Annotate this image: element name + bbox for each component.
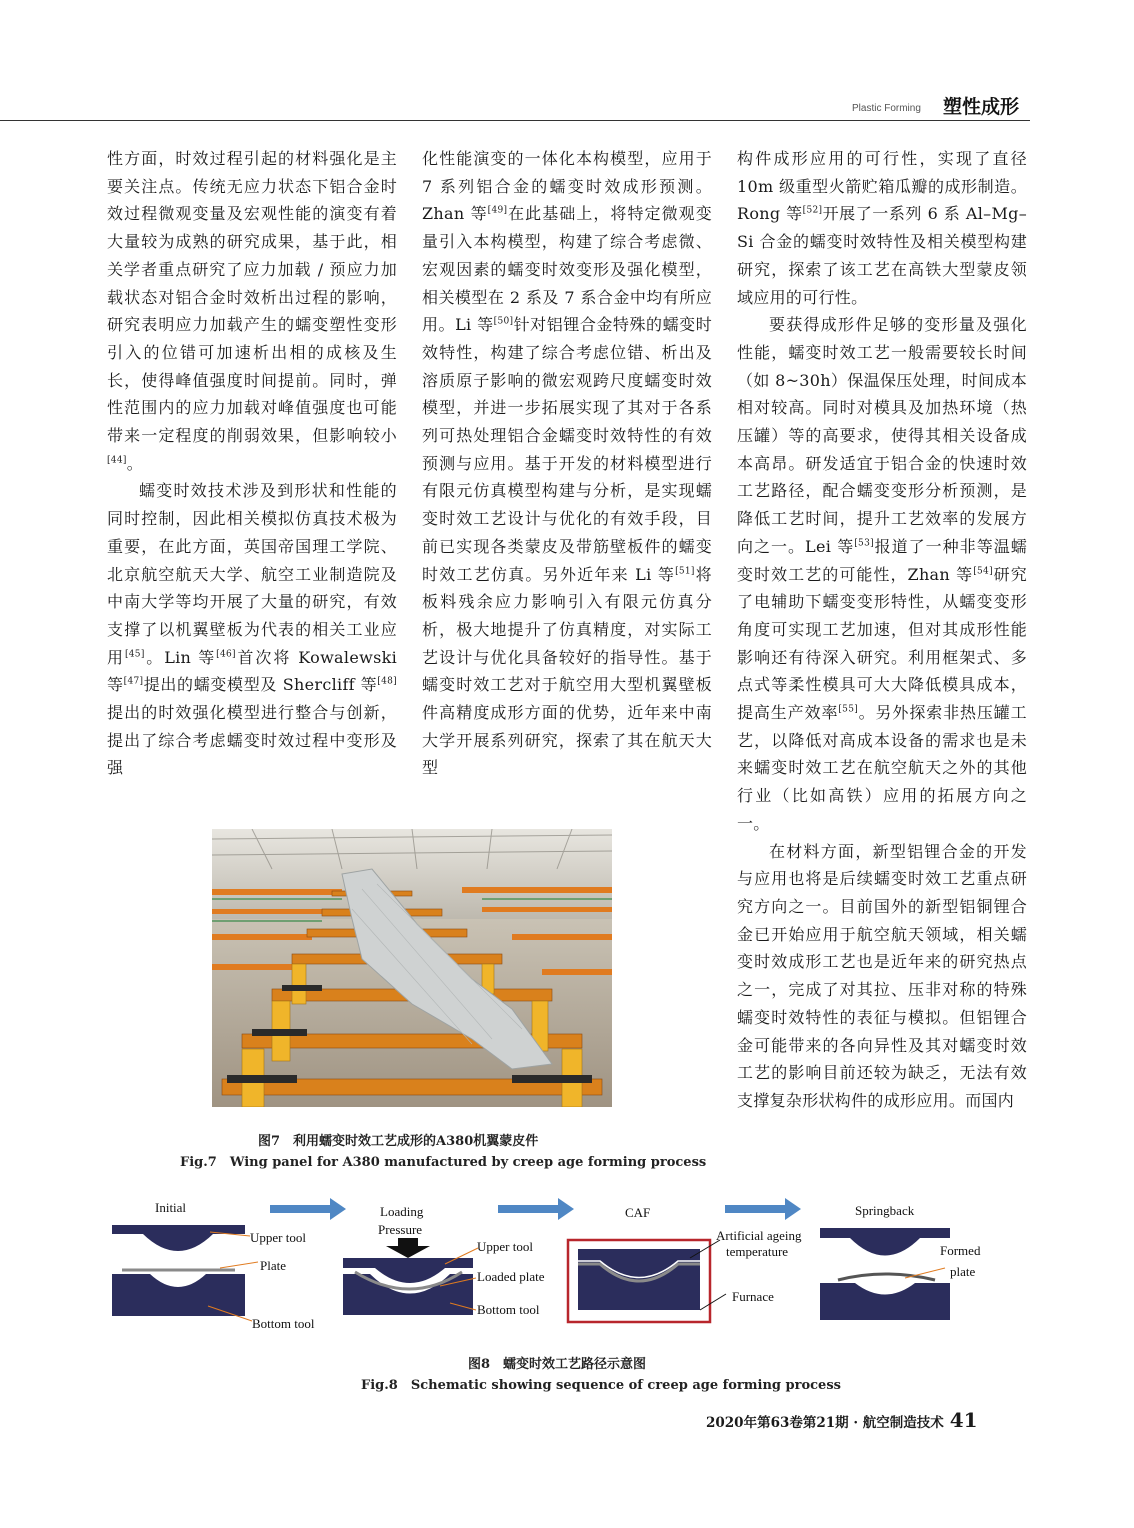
citation: [46] bbox=[216, 649, 236, 660]
fig8-schematic bbox=[100, 1188, 1040, 1338]
upper-tool bbox=[820, 1228, 950, 1256]
arrow-icon bbox=[498, 1198, 574, 1220]
label-springback: Springback bbox=[855, 1203, 915, 1218]
label-bottom-tool-1: Bottom tool bbox=[252, 1316, 315, 1331]
citation: [45] bbox=[124, 649, 145, 660]
text-column-2 bbox=[422, 145, 712, 782]
pressure-arrow-icon bbox=[386, 1238, 430, 1258]
header-rule bbox=[0, 120, 1030, 121]
text-column-1 bbox=[107, 145, 397, 782]
paragraph: 构件成形应用的可行性，实现了直径 10m 级重型火箭贮箱瓜瓣的成形制造。Rong 等[52]开展了一系列 6 系 Al–Mg–Si 合金的蠕变时效特性及相关模型构建研究，探索了该工艺在高铁大型蒙皮领域应用的可行性。 bbox=[737, 149, 1027, 307]
arrow-icon bbox=[725, 1198, 801, 1220]
label-bottom-tool-2: Bottom tool bbox=[477, 1302, 540, 1317]
label-formed-plate: plate bbox=[950, 1264, 976, 1279]
citation: [55] bbox=[838, 704, 859, 715]
text-column-3 bbox=[737, 145, 1027, 1115]
citation: [48] bbox=[377, 677, 397, 688]
citation: [53] bbox=[854, 538, 874, 549]
citation: [44] bbox=[107, 455, 127, 466]
label-artificial-ageing: Artificial ageing bbox=[716, 1228, 802, 1243]
paragraph: 要获得成形件足够的变形量及强化性能，蠕变时效工艺一般需要较长时间（如 8~30h）保温保压处理，时间成本相对较高。同时对模具及加热环境（热压罐）等的高要求，使得其相关设备成本高昂。研发适宜于铝合金的快速时效工艺路径，配合蠕变变形分析预测，是降低工艺时间，提升工艺效率的发展方向之一。Lei 等[53]报道了一种非等温蠕变时效工艺的可能性，Zhan 等[54]研究了电辅助下蠕变变形特性，从蠕变变形角度可实现工艺加速，但对其成形性能影响还有待深入研究。利用框架式、多点式等柔性模具可大大降低模具成本，提高生产效率[55]。另外探索非热压罐工艺，以降低对高成本设备的需求也是未来蠕变时效工艺在航空航天之外的其他行业（比如高铁）应用的拓展方向之一。 bbox=[737, 315, 1028, 833]
citation: [47] bbox=[123, 677, 144, 688]
formed-plate bbox=[838, 1274, 935, 1280]
caf-tools bbox=[578, 1249, 700, 1310]
label-temperature: temperature bbox=[726, 1244, 789, 1259]
paragraph: 化性能演变的一体化本构模型，应用于 7 系列铝合金的蠕变时效成形预测。Zhan 等[49]在此基础上，将特定微观变量引入本构模型，构建了综合考虑微、宏观因素的蠕变时效变形及强化模型，相关模型在 2 系及 7 系合金中均有所应用。Li 等[50]针对铝锂合金特殊的蠕变时效特性，构建了综合考虑位错、析出及溶质原子影响的微宏观跨尺度蠕变时效模型，并进一步拓展实现了其对于各系列可热处理铝合金蠕变时效特性的有效预测与应用。基于开发的材料模型进行有限元仿真模型构建与分析，是实现蠕变时效工艺设计与优化的有效手段，目前已实现各类蒙皮及带筋壁板件的蠕变时效工艺仿真。另外近年来 Li 等[51]将板料残余应力影响引入有限元仿真分析，极大地提升了仿真精度，对实际工艺设计与优化具备较好的指导性。基于蠕变时效工艺对于航空用大型机翼壁板件高精度成形方面的优势，近年来中南大学开展系列研究，探索了其在航天大型 bbox=[422, 149, 712, 778]
header-journal-section-cn: 塑性成形 bbox=[943, 96, 1020, 118]
label-caf: CAF bbox=[625, 1205, 651, 1220]
paragraph: 在材料方面，新型铝锂合金的开发与应用也将是后续蠕变时效工艺重点研究方向之一。目前国外的新型铝铜锂合金已开始应用于航空航天领域，相关蠕变时效成形工艺也是近年来的研究热点之一，完成了对其拉、压非对称的特殊蠕变时效特性的表征与模拟。但铝锂合金可能带来的各向异性及其对蠕变时效工艺的影响目前还较为缺乏，无法有效支撑复杂形状构件的成形应用。而国内 bbox=[737, 841, 1027, 1110]
page-footer bbox=[706, 1408, 978, 1432]
label-loading: Loading bbox=[380, 1204, 424, 1219]
fig8-caption-cn: 图8 蠕变时效工艺路径示意图 bbox=[468, 1357, 647, 1372]
journal-issue: 2020年第63卷第21期 · 航空制造技术 bbox=[706, 1415, 944, 1431]
arrows bbox=[270, 1198, 801, 1220]
springback-tools bbox=[820, 1228, 950, 1320]
bottom-tool bbox=[820, 1283, 950, 1320]
loading-tools bbox=[343, 1258, 473, 1315]
arrow-icon bbox=[270, 1198, 346, 1220]
label-loaded-plate: Loaded plate bbox=[477, 1269, 545, 1284]
fig7-caption-cn: 图7 利用蠕变时效工艺成形的A380机翼蒙皮件 bbox=[258, 1134, 539, 1149]
citation: [52] bbox=[802, 206, 823, 217]
citation: [49] bbox=[487, 206, 508, 217]
paragraph: 蠕变时效技术涉及到形状和性能的同时控制，因此相关模拟仿真技术极为重要，在此方面，英国帝国理工学院、北京航空航天大学、航空工业制造院及中南大学等均开展了大量的研究，有效支撑了以机翼壁板为代表的相关工业应用[45]。Lin 等[46]首次将 Kowalewski 等[47]提出的蠕变模型及 Shercliff 等[48]提出的时效强化模型进行整合与创新，提出了综合考虑蠕变时效过程中变形及强 bbox=[107, 481, 398, 778]
label-formed: Formed bbox=[940, 1243, 981, 1258]
label-furnace: Furnace bbox=[732, 1289, 774, 1304]
citation: [54] bbox=[973, 566, 993, 577]
fig7-photo bbox=[212, 829, 612, 1107]
fig7-caption-en: Fig.7 Wing panel for A380 manufactured by creep age forming process bbox=[180, 1155, 707, 1170]
fig8-caption-en: Fig.8 Schematic showing sequence of creep age forming process bbox=[361, 1378, 841, 1393]
label-upper-tool-2: Upper tool bbox=[477, 1239, 533, 1254]
citation: [51] bbox=[675, 566, 695, 577]
header-journal-section-en: Plastic Forming bbox=[852, 103, 921, 114]
bottom-tool bbox=[112, 1274, 245, 1316]
label-upper-tool-1: Upper tool bbox=[250, 1230, 306, 1245]
paragraph: 性方面，时效过程引起的材料强化是主要关注点。传统无应力状态下铝合金时效过程微观变量及宏观性能的演变有着大量较为成熟的研究成果，基于此，相关学者重点研究了应力加载 / 预应力加载状态对铝合金时效析出过程的影响，研究表明应力加载产生的蠕变塑性变形引入的位错可加速析出相的成核及生长，使得峰值强度时间提前。同时，弹性范围内的应力加载对峰值强度也可能带来一定程度的削弱效果，但影响较小[44]。 bbox=[107, 149, 397, 473]
upper-tool bbox=[112, 1225, 245, 1251]
citation: [50] bbox=[493, 316, 514, 327]
label-initial: Initial bbox=[155, 1200, 187, 1215]
label-plate: Plate bbox=[260, 1258, 286, 1273]
page-number: 41 bbox=[949, 1408, 978, 1432]
label-pressure: Pressure bbox=[378, 1222, 423, 1237]
initial-tools bbox=[112, 1225, 245, 1316]
